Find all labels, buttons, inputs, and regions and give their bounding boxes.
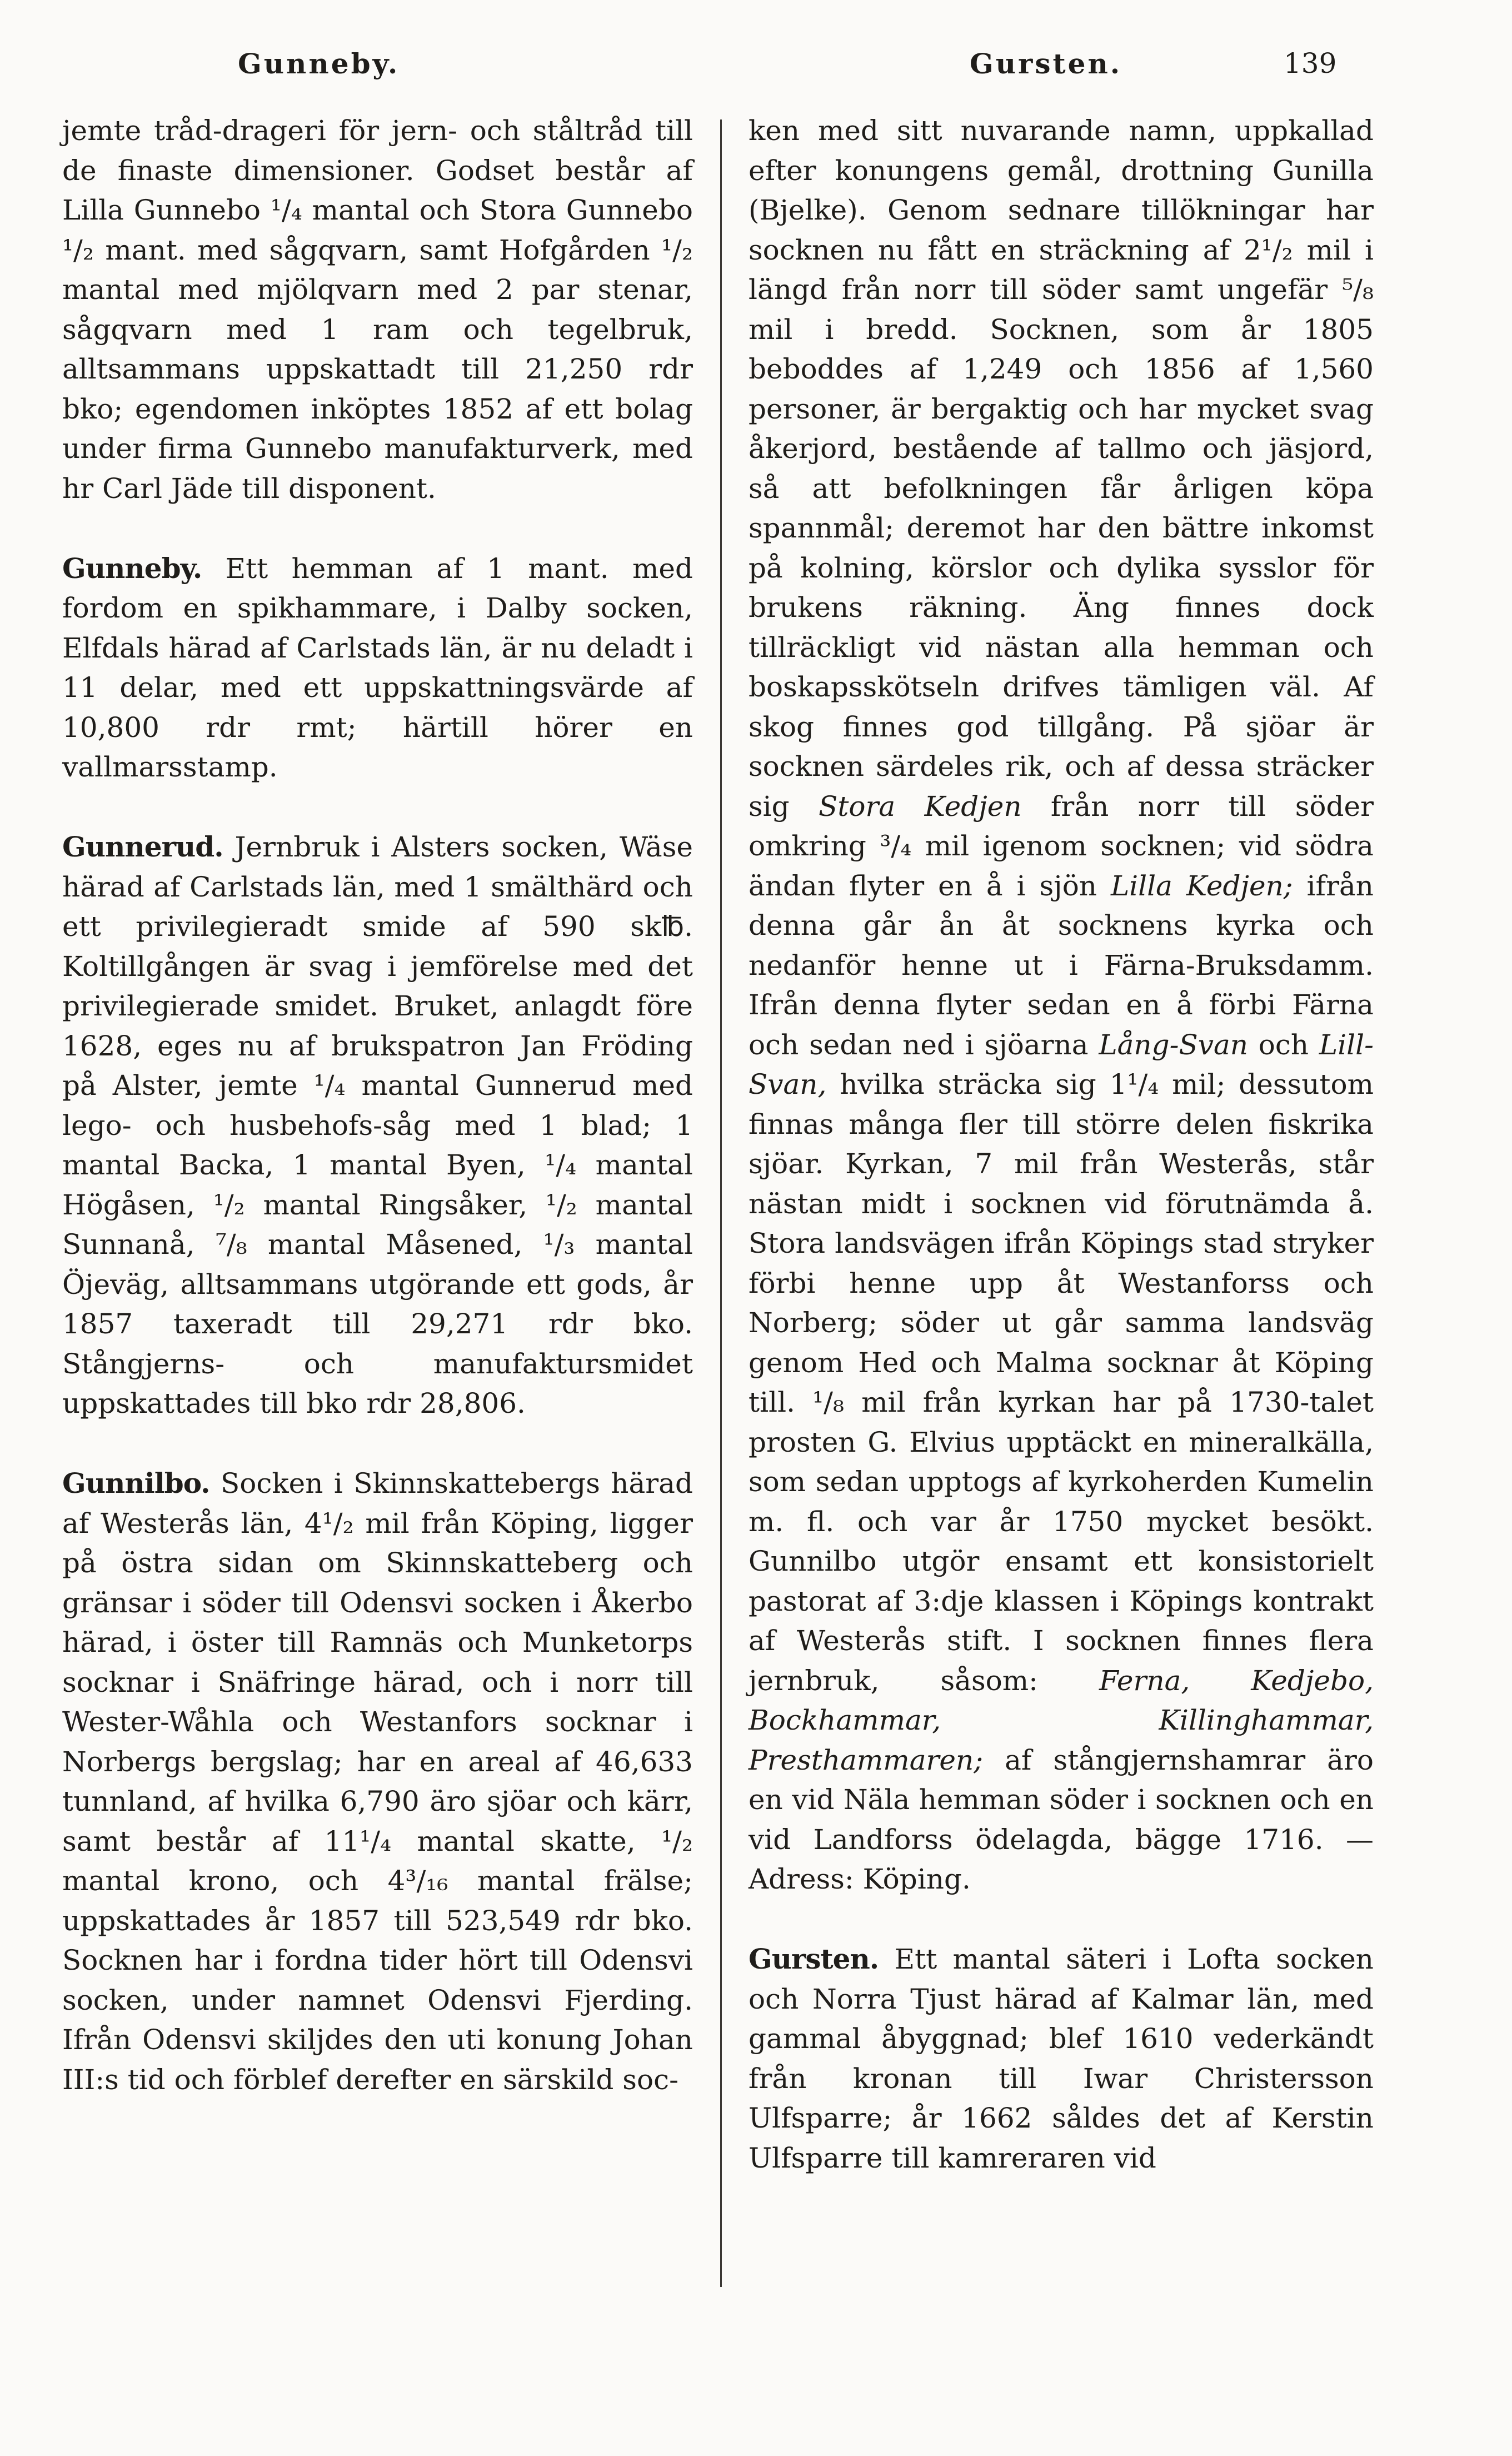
running-title-left: Gunneby.	[238, 47, 400, 80]
page-header	[0, 47, 1512, 92]
text-segment: af stångjernshamrar äro en vid Näla hemman söder i socknen och en vid Landforss ödelagda, bägge 1716. — Adress: Köping.	[748, 1743, 1374, 1895]
text-segment: hvilka sträcka sig 1¹/₄ mil; dessutom finnas många fler till större delen fiskrika sjöar. Kyrkan, 7 mil från Westerås, står nästan midt i socknen vid förutnämda å. Stora landsvägen ifrån Köpings stad stryker förbi henne upp åt Westanforss och Norberg; söder ut går samma landsväg genom Hed och Malma socknar åt Köping till. ¹/₈ mil från kyrkan har på 1730-talet prosten G. Elvius upptäckt en mineralkälla, som sedan upptogs af kyrkoherden Kumelin m. fl. och var år 1750 mycket besökt. Gunnilbo utgör ensamt ett konsistorielt pastorat af 3:dje klassen i Köpings kontrakt af Westerås stift. I socknen finnes flera jernbruk, såsom:	[748, 1068, 1374, 1697]
entry-text-gursten: Ett mantal säteri i Lofta socken och Norra Tjust härad af Kalmar län, med gammal åbyggnad; blef 1610 vederkändt från kronan till Iwar Christersson Ulfsparre; år 1662 såldes det af Kerstin Ulfsparre till kamreraren vid	[748, 1943, 1374, 2174]
lake-name-stora-kedjen: Stora Kedjen	[819, 790, 1022, 823]
entry-text-gunnilbo: Socken i Skinnskattebergs härad af Westerås län, 4¹/₂ mil från Köping, ligger på östra sidan om Skinnskatteberg och gränsar i söder till Odensvi socken i Åkerbo härad, i öster till Ramnäs och Munketorps socknar i Snäfringe härad, och i norr till Wester-Wåhla och Westanfors socknar i Norbergs bergslag; har en areal af 46,633 tunnland, af hvilka 6,790 äro sjöar och kärr, samt består af 11¹/₄ mantal skatte, ¹/₂ mantal krono, och 4³/₁₆ mantal frälse; uppskattades år 1857 till 523,549 rdr bko. Socknen har i fordna tider hört till Odensvi socken, under namnet Odensvi Fjerding. Ifrån Odensvi skiljdes den uti konung Johan III:s tid och förblef derefter en särskild soc-	[62, 1467, 693, 2096]
column-divider	[720, 119, 722, 2287]
entry-heading-gursten: Gursten.	[748, 1942, 879, 1975]
entry-gunneby	[62, 549, 693, 788]
lake-name-lilla-kedjen: Lilla Kedjen;	[1110, 869, 1293, 902]
text-segment: från norr till söder omkring ³/₄ mil igenom socknen; vid södra ändan flyter en å i sjön	[748, 790, 1374, 902]
entry-text-gunnerud: Jernbruk i Alsters socken, Wäse härad af Carlstads län, med 1 smälthärd och ett privilegieradt smide af 590 sk℔. Koltillgången är svag i jemförelse med det privilegierade smidet. Bruket, anlagdt före 1628, eges nu af brukspatron Jan Fröding på Alster, jemte ¹/₄ mantal Gunnerud med lego- och husbehofs-såg med 1 blad; 1 mantal Backa, 1 mantal Byen, ¹/₄ mantal Högåsen, ¹/₂ mantal Ringsåker, ¹/₂ mantal Sunnanå, ⁷/₈ mantal Måsened, ¹/₃ mantal Öjeväg, alltsammans utgörande ett gods, år 1857 taxeradt till 29,271 rdr bko. Stångjerns- och manufaktursmidet uppskattades till bko rdr 28,806.	[62, 831, 693, 1419]
text-segment: ken med sitt nuvarande namn, uppkallad efter konungens gemål, drottning Gunilla (Bjelke). Genom sednare tillökningar har socknen nu fått en sträckning af 2¹/₂ mil i längd från norr till söder samt ungefär ⁵/₈ mil i bredd. Socknen, som år 1805 beboddes af 1,249 och 1856 af 1,560 personer, är bergaktig och har mycket svag åkerjord, bestående af tallmo och jäsjord, så att befolkningen får årligen köpa spannmål; deremot har den bättre inkomst på kolning, körslor och dylika sysslor för brukens räkning. Äng finnes dock tillräckligt vid nästan alla hemman och boskapsskötseln drifves tämligen väl. Af skog finnes god tillgång. På sjöar är socknen särdeles rik, och af dessa sträcker sig	[748, 114, 1374, 823]
text-segment: och	[1248, 1028, 1319, 1061]
text-segment: ifrån denna går ån åt socknens kyrka och nedanför henne ut i Färna-Bruksdamm. Ifrån denna flyter sedan en å förbi Färna och sedan ned i sjöarna	[748, 869, 1374, 1061]
entry-gunnerud	[62, 827, 693, 1424]
entry-gursten	[748, 1939, 1374, 2178]
entry-heading-gunneby: Gunneby.	[62, 551, 202, 585]
right-column	[748, 111, 1374, 2178]
ironworks-list: Ferna, Kedjebo, Bockhammar, Killinghammar, Presthammaren;	[748, 1664, 1374, 1776]
lake-name-lang-svan: Lång-Svan	[1099, 1028, 1248, 1061]
paragraph-gunnebo-continued: jemte tråd-drageri för jern- och ståltråd till de finaste dimensioner. Godset består af Lilla Gunnebo ¹/₄ mantal och Stora Gunnebo ¹/₂ mant. med sågqvarn, samt Hofgården ¹/₂ mantal med mjölqvarn med 2 par stenar, sågqvarn med 1 ram och tegelbruk, alltsammans uppskattadt till 21,250 rdr bko; egendomen inköptes 1852 af ett bolag under firma Gunnebo manufakturverk, med hr Carl Jäde till disponent.	[62, 114, 693, 505]
entry-heading-gunnilbo: Gunnilbo.	[62, 1467, 210, 1499]
page-number: 139	[1284, 47, 1337, 79]
running-title-right: Gursten.	[970, 47, 1122, 80]
paragraph-gunnilbo-continued	[748, 111, 1374, 1900]
entry-heading-gunnerud: Gunnerud.	[62, 830, 223, 863]
left-column	[62, 111, 693, 2100]
lake-name-lill-svan: Lill-Svan,	[748, 1028, 1374, 1100]
entry-text-gunneby: Ett hemman af 1 mant. med fordom en spikhammare, i Dalby socken, Elfdals härad af Carlstads län, är nu deladt i 11 delar, med ett uppskattningsvärde af 10,800 rdr rmt; härtill hörer en vallmarsstamp.	[62, 552, 693, 783]
entry-gunnilbo	[62, 1463, 693, 2100]
